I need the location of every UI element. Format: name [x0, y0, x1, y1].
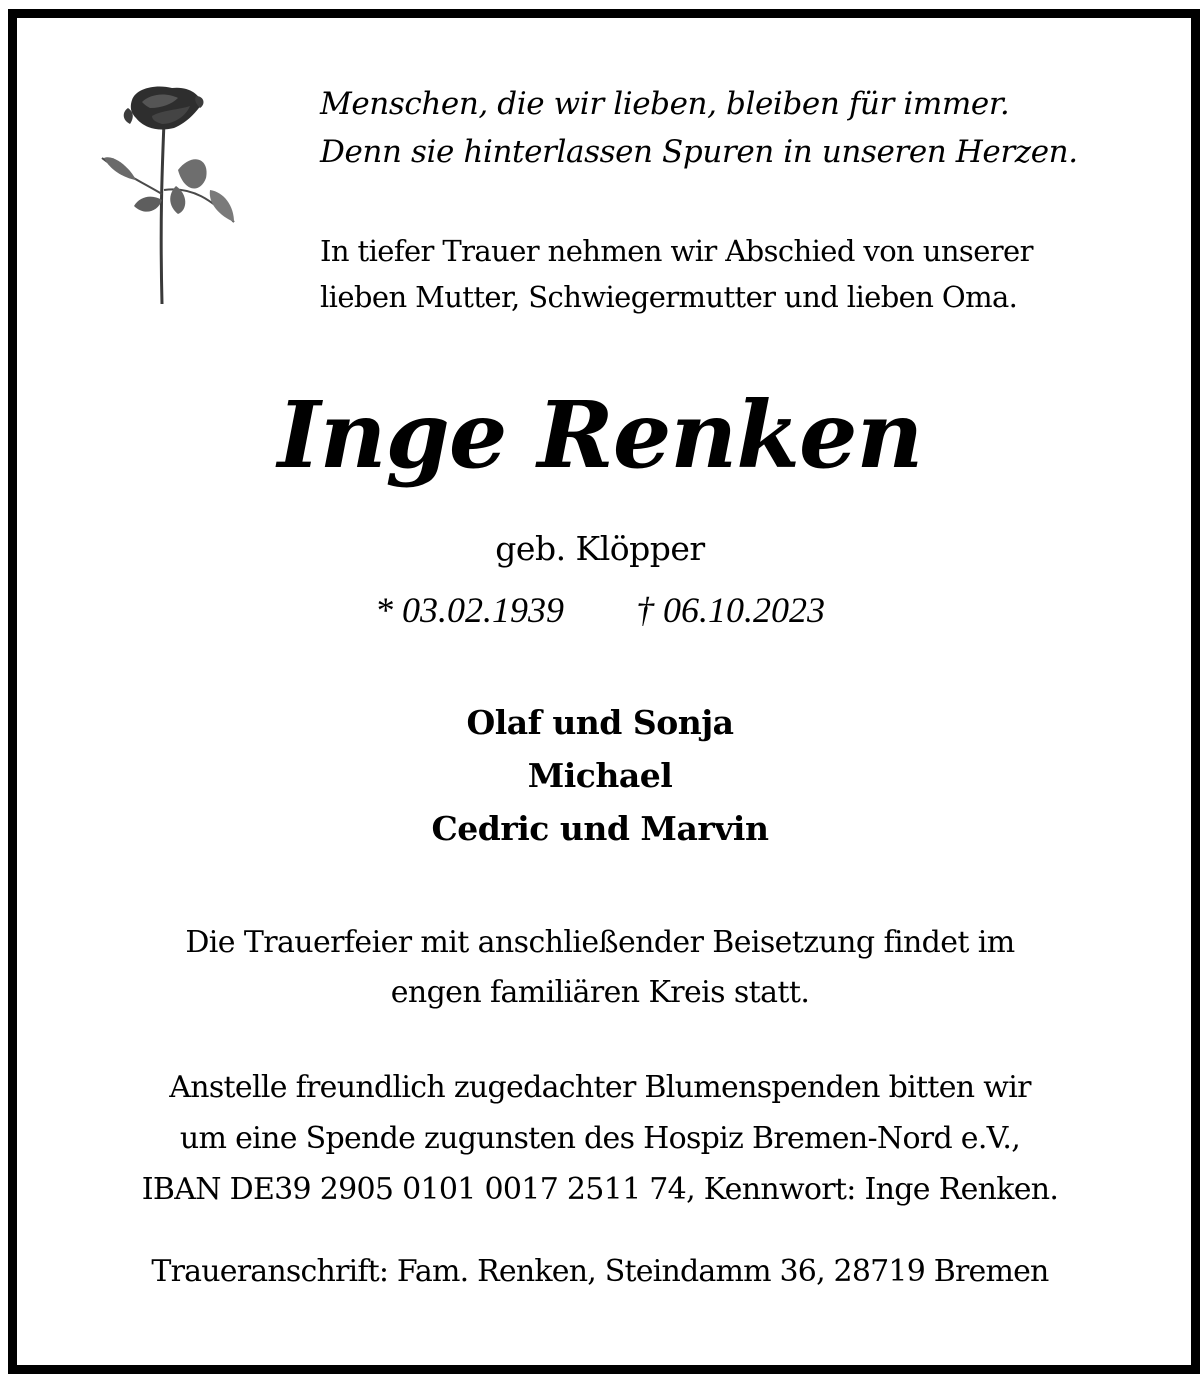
intro-line: In tiefer Trauer nehmen wir Abschied von unserer	[320, 234, 1033, 268]
mourning-intro	[320, 228, 1160, 320]
quote-line: Menschen, die wir lieben, bleiben für immer.	[320, 86, 1010, 122]
deceased-name: Inge Renken	[277, 381, 923, 489]
family-line: Michael	[527, 756, 673, 795]
family-signatures	[0, 696, 1200, 855]
donation-line: IBAN DE39 2905 0101 0017 2511 74, Kennwort: Inge Renken.	[141, 1172, 1059, 1207]
intro-line: lieben Mutter, Schwiegermutter und lieben Oma.	[320, 280, 1018, 314]
donation-note	[0, 1062, 1200, 1215]
rose-icon	[92, 82, 242, 307]
ceremony-line: engen familiären Kreis statt.	[390, 975, 810, 1010]
ceremony-line: Die Trauerfeier mit anschließender Beisetzung findet im	[185, 925, 1015, 960]
birth-date: * 03.02.1939	[375, 590, 564, 630]
quote-line: Denn sie hinterlassen Spuren in unseren Herzen.	[320, 134, 1078, 170]
birth-name: geb. Klöpper	[495, 529, 705, 568]
family-line: Cedric und Marvin	[431, 809, 769, 848]
donation-line: Anstelle freundlich zugedachter Blumenspenden bitten wir	[169, 1070, 1031, 1105]
donation-line: um eine Spende zugunsten des Hospiz Bremen-Nord e.V.,	[179, 1121, 1021, 1156]
address-line: Traueranschrift: Fam. Renken, Steindamm 36, 28719 Bremen	[151, 1254, 1049, 1289]
death-date: † 06.10.2023	[636, 590, 825, 630]
life-dates	[0, 584, 1200, 636]
mourning-address	[0, 1246, 1200, 1298]
ceremony-note	[0, 918, 1200, 1018]
memorial-quote	[320, 80, 1160, 176]
family-line: Olaf und Sonja	[466, 703, 734, 742]
